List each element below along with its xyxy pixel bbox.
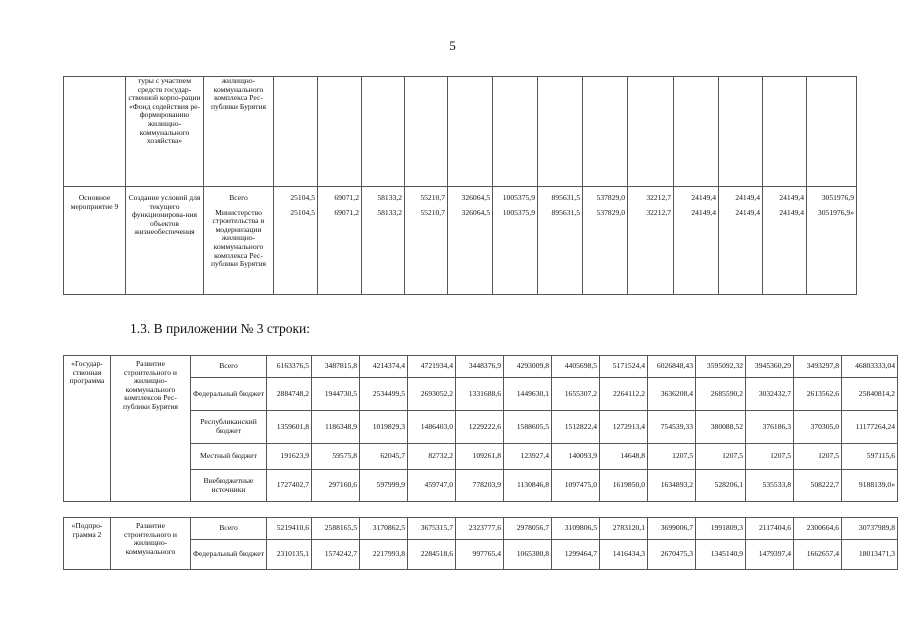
funding-source: Всего [191,518,267,540]
table-cell-value: 1299464,7 [552,540,600,570]
table-cell-value: 2884748,2 [267,378,312,411]
table-row [64,187,857,203]
table-cell-value: 58133,2 [362,203,405,295]
table-cell-value: 24149,4 [719,187,763,203]
table-cell-value: 4405698,5 [552,356,600,378]
table-state-program [63,355,898,502]
table-cell-value: 3675315,7 [408,518,456,540]
table-cell-value: 24149,4 [674,203,719,295]
table-cell-value: 4293009,8 [504,356,552,378]
subprogram-name: Развитие строительного и жилищно-коммунального [111,518,191,570]
table-cell-value: 1331688,6 [456,378,504,411]
continuation-executor: жилищно-коммунального комплекса Рес-публики Бурятия [204,77,274,187]
table-cell-value: 2284518,6 [408,540,456,570]
table-cell-value: 754539,33 [648,411,696,444]
table-cell-value: 14648,8 [600,444,648,470]
table-cell-value: 3487815,8 [312,356,360,378]
table-cell-value: 778203,9 [456,470,504,502]
table-cell-value: 2685590,2 [696,378,746,411]
table-cell-value: 1588605,5 [504,411,552,444]
table-cell-value: 2264112,2 [600,378,648,411]
table-cell-value: 2613562,6 [794,378,842,411]
table-cell-value: 1449630,1 [504,378,552,411]
table-cell-value: 3945360,29 [746,356,794,378]
section-heading: 1.3. В приложении № 3 строки: [130,321,311,336]
table-cell-value: 30737989,8 [842,518,898,540]
funding-source: Всего [191,356,267,378]
table-cell-value: 370305,0 [794,411,842,444]
table-cell-value: 508222,7 [794,470,842,502]
table-cell-value: 1207,5 [648,444,696,470]
table-cell-value: 191623,9 [267,444,312,470]
table-cell-value: 1097475,0 [552,470,600,502]
table-cell-value: 535533,8 [746,470,794,502]
table-cell-value: 1655307,2 [552,378,600,411]
table-row [64,518,898,540]
table-cell-value: 4214374,4 [360,356,408,378]
table-cell-value: 25104,5 [274,187,318,203]
table-cell-value: 109261,8 [456,444,504,470]
table-cell-value: 32212,7 [628,187,674,203]
table-cell-value: 3032432,7 [746,378,794,411]
executor-total: Всего [204,187,274,203]
table-cell-value: 3595092,32 [696,356,746,378]
table-cell-value: 123927,4 [504,444,552,470]
table-cell-value: 2534499,5 [360,378,408,411]
table-continuation [63,76,857,295]
table-cell-value: 1186348,9 [312,411,360,444]
table-cell-value: 1991809,3 [696,518,746,540]
table-cell-value: 2310135,1 [267,540,312,570]
executor-ministry: Министерство строительства и модернизации жилищно-коммунального комплекса Рес-публики Бурятия [204,203,274,295]
table-cell-value: 140093,9 [552,444,600,470]
table-cell-value: 25104,5 [274,203,318,295]
table-cell-value: 2217993,8 [360,540,408,570]
table-cell-value: 297160,6 [312,470,360,502]
table-cell-value: 1272913,4 [600,411,648,444]
table-cell-value: 3051976,9» [807,203,857,295]
table-cell-value: 597999,9 [360,470,408,502]
table-cell-value: 2783120,1 [600,518,648,540]
table-cell-value: 3109806,5 [552,518,600,540]
table-cell-value: 24149,4 [674,187,719,203]
table-subprogram [63,517,898,570]
table-cell-value: 9188139,0» [842,470,898,502]
table-cell-value: 1207,5 [746,444,794,470]
table-cell-value: 1005375,9 [493,187,538,203]
subprogram-label: «Подпро-грамма 2 [64,518,111,570]
table-cell-value: 1486403,0 [408,411,456,444]
table-cell-value: 18013471,3 [842,540,898,570]
table-cell-value: 528206,1 [696,470,746,502]
table-row [64,356,898,378]
program-label: «Государ-ственная программа [64,356,111,502]
table-cell-value: 1229222,6 [456,411,504,444]
table-cell-value: 11177264,24 [842,411,898,444]
table-cell-value: 380088,52 [696,411,746,444]
table-cell-value: 1065380,8 [504,540,552,570]
table-cell-value: 1130846,8 [504,470,552,502]
table-cell-value: 69071,2 [318,187,362,203]
table-cell-value: 69071,2 [318,203,362,295]
funding-source: Республиканский бюджет [191,411,267,444]
table-cell-value: 24149,4 [763,203,807,295]
table-cell-value: 895631,5 [538,187,583,203]
table-cell-value: 1207,5 [794,444,842,470]
table-cell-value: 326064,5 [448,203,493,295]
table-cell-value: 1207,5 [696,444,746,470]
table-cell-value: 537829,0 [583,187,628,203]
continuation-name: туры с участием средств государ-ственной корпо-рации «Фонд содействия ре-формированию жилищно-коммунального хозяйства» [126,77,204,187]
table-cell-value: 2300664,6 [794,518,842,540]
table-cell-value: 4721934,4 [408,356,456,378]
table-cell-value: 2670475,3 [648,540,696,570]
table-cell-value: 1359601,8 [267,411,312,444]
table-cell-value: 1416434,3 [600,540,648,570]
table-cell-value: 25840814,2 [842,378,898,411]
table-cell-value: 6026848,43 [648,356,696,378]
activity-label: Основное мероприятие 9 [64,187,126,295]
table-cell-value: 3448376,9 [456,356,504,378]
table-cell-value: 3699006,7 [648,518,696,540]
table-cell-value: 895631,5 [538,203,583,295]
table-cell-value: 2978056,7 [504,518,552,540]
table-cell-value: 62045,7 [360,444,408,470]
table-cell-value: 1727402,7 [267,470,312,502]
table-cell-value: 1345140,9 [696,540,746,570]
table-cell-value: 2588165,5 [312,518,360,540]
table-cell-value: 1634893,2 [648,470,696,502]
activity-name: Создание условий для текущего функционирова-ния объектов жизнеобеспечения [126,187,204,295]
table-cell-value: 1512822,4 [552,411,600,444]
table-cell-value: 1662657,4 [794,540,842,570]
program-name: Развитие строительного и жилищно-коммунального комплексов Рес-публики Бурятия [111,356,191,502]
table-cell-value: 597115,6 [842,444,898,470]
table-cell-value: 5219410,6 [267,518,312,540]
table-cell-value: 1019829,3 [360,411,408,444]
table-cell-value: 59575,8 [312,444,360,470]
table-cell-value: 58133,2 [362,187,405,203]
table-cell-value: 6163376,5 [267,356,312,378]
funding-source: Местный бюджет [191,444,267,470]
table-cell-value: 2693052,2 [408,378,456,411]
funding-source: Внебюджетные источники [191,470,267,502]
funding-source: Федеральный бюджет [191,378,267,411]
table-cell-value: 55210,7 [405,203,448,295]
table-cell-value: 2117404,6 [746,518,794,540]
table-cell-value: 82732,2 [408,444,456,470]
table-cell-value: 1005375,9 [493,203,538,295]
table-cell-value: 32212,7 [628,203,674,295]
table-cell-value: 46803333,04 [842,356,898,378]
table-cell-value: 2323777,6 [456,518,504,540]
table-cell-value: 55210,7 [405,187,448,203]
table-cell-value: 1944730,5 [312,378,360,411]
funding-source: Федеральный бюджет [191,540,267,570]
table-cell-value: 24149,4 [763,187,807,203]
page-number: 5 [449,38,456,53]
table-cell-value: 5171524,4 [600,356,648,378]
table-cell-value: 3051976,9 [807,187,857,203]
table-cell-value: 3493297,8 [794,356,842,378]
table-cell-value: 997765,4 [456,540,504,570]
table-cell-value: 3170862,5 [360,518,408,540]
table-cell-value: 326064,5 [448,187,493,203]
table-cell-value: 1574242,7 [312,540,360,570]
table-cell-value: 537829,0 [583,203,628,295]
table-cell-value: 459747,0 [408,470,456,502]
table-row [64,77,857,187]
table-cell-value: 1479397,4 [746,540,794,570]
table-cell-value: 24149,4 [719,203,763,295]
table-cell-value: 1619850,0 [600,470,648,502]
table-cell-value: 376186,3 [746,411,794,444]
table-cell-value: 3636208,4 [648,378,696,411]
